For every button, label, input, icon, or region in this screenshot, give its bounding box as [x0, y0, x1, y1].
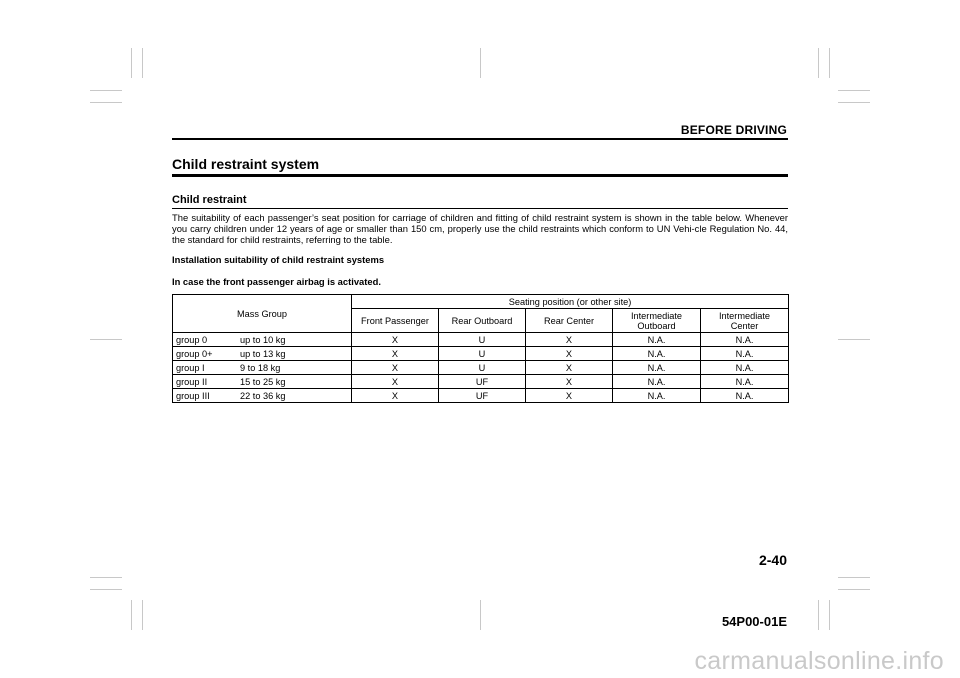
crop-mark: [480, 600, 481, 630]
column-header-text: Intermediate Outboard: [630, 310, 683, 331]
column-header: Rear Center: [526, 309, 613, 333]
crop-mark: [90, 577, 122, 578]
watermark: carmanualsonline.info: [694, 647, 944, 675]
chapter-title: Child restraint system: [172, 156, 320, 172]
group-mass: 15 to 25 kg: [240, 376, 286, 387]
table-cell: N.A.: [701, 333, 789, 347]
table-cell: N.A.: [701, 375, 789, 389]
crop-mark: [829, 600, 830, 630]
column-header: [613, 309, 701, 333]
mass-group-cell: [173, 375, 352, 389]
table-row: [173, 333, 789, 347]
table-cell: N.A.: [613, 347, 701, 361]
crop-mark: [838, 339, 870, 340]
crop-mark: [90, 589, 122, 590]
crop-mark: [838, 102, 870, 103]
table-cell: UF: [439, 389, 526, 403]
group-name: group I: [176, 362, 205, 373]
section-label: BEFORE DRIVING: [680, 123, 787, 137]
crop-mark: [838, 577, 870, 578]
crop-mark: [829, 48, 830, 78]
crop-mark: [818, 48, 819, 78]
suitability-table: [172, 294, 789, 403]
table-cell: N.A.: [701, 347, 789, 361]
crop-mark: [142, 600, 143, 630]
seating-position-header: Seating position (or other site): [352, 295, 789, 309]
crop-mark: [90, 90, 122, 91]
crop-mark: [838, 90, 870, 91]
table-row: [173, 389, 789, 403]
group-mass: 22 to 36 kg: [240, 390, 286, 401]
mass-group-header: Mass Group: [173, 295, 352, 333]
chapter-rule: [172, 174, 788, 177]
table-row: [173, 361, 789, 375]
group-name: group 0: [176, 334, 208, 345]
crop-mark: [131, 48, 132, 78]
airbag-note: In case the front passenger airbag is activated.: [172, 276, 381, 287]
table-cell: X: [526, 333, 613, 347]
document-code: 54P00-01E: [721, 614, 787, 629]
table-cell: X: [352, 389, 439, 403]
crop-mark: [90, 102, 122, 103]
table-cell: N.A.: [701, 389, 789, 403]
crop-mark: [90, 339, 122, 340]
table-cell: X: [352, 347, 439, 361]
header-rule: [172, 138, 788, 140]
group-name: group III: [176, 390, 210, 401]
group-mass: 9 to 18 kg: [240, 362, 281, 373]
table-row: [173, 347, 789, 361]
table-cell: N.A.: [613, 389, 701, 403]
crop-mark: [480, 48, 481, 78]
group-mass: up to 10 kg: [240, 334, 286, 345]
column-header-text: Intermediate Center: [718, 310, 771, 331]
crop-mark: [142, 48, 143, 78]
table-cell: X: [526, 389, 613, 403]
table-cell: X: [526, 361, 613, 375]
mass-group-cell: [173, 333, 352, 347]
table-row: [173, 375, 789, 389]
mass-group-cell: [173, 347, 352, 361]
table-cell: X: [352, 375, 439, 389]
group-name: group 0+: [176, 348, 213, 359]
mass-group-cell: [173, 389, 352, 403]
table-cell: UF: [439, 375, 526, 389]
crop-mark: [818, 600, 819, 630]
column-header: [701, 309, 789, 333]
installation-heading: Installation suitability of child restraint systems: [172, 254, 385, 265]
body-paragraph: The suitability of each passenger’s seat position for carriage of children and fitting of child restraint system is shown in the table below. Whenever you carry children under 12 years of age or smaller than 150 cm, properly use the child restraints which conform to UN Vehi-cle Regulation No. 44, the standard for child restraints, referring to the table.: [172, 212, 788, 246]
page-number: 2-40: [758, 552, 787, 568]
column-header: Rear Outboard: [439, 309, 526, 333]
section-title: Child restraint: [172, 194, 247, 206]
crop-mark: [838, 589, 870, 590]
table-cell: U: [439, 333, 526, 347]
section-rule: [172, 208, 788, 209]
crop-mark: [131, 600, 132, 630]
table-cell: N.A.: [613, 333, 701, 347]
table-cell: U: [439, 347, 526, 361]
group-mass: up to 13 kg: [240, 348, 286, 359]
table-cell: X: [526, 375, 613, 389]
table-cell: X: [352, 333, 439, 347]
table-cell: N.A.: [613, 375, 701, 389]
mass-group-cell: [173, 361, 352, 375]
group-name: group II: [176, 376, 208, 387]
table-cell: N.A.: [613, 361, 701, 375]
table-cell: N.A.: [701, 361, 789, 375]
table-cell: U: [439, 361, 526, 375]
column-header: Front Passenger: [352, 309, 439, 333]
table-cell: X: [526, 347, 613, 361]
table-cell: X: [352, 361, 439, 375]
